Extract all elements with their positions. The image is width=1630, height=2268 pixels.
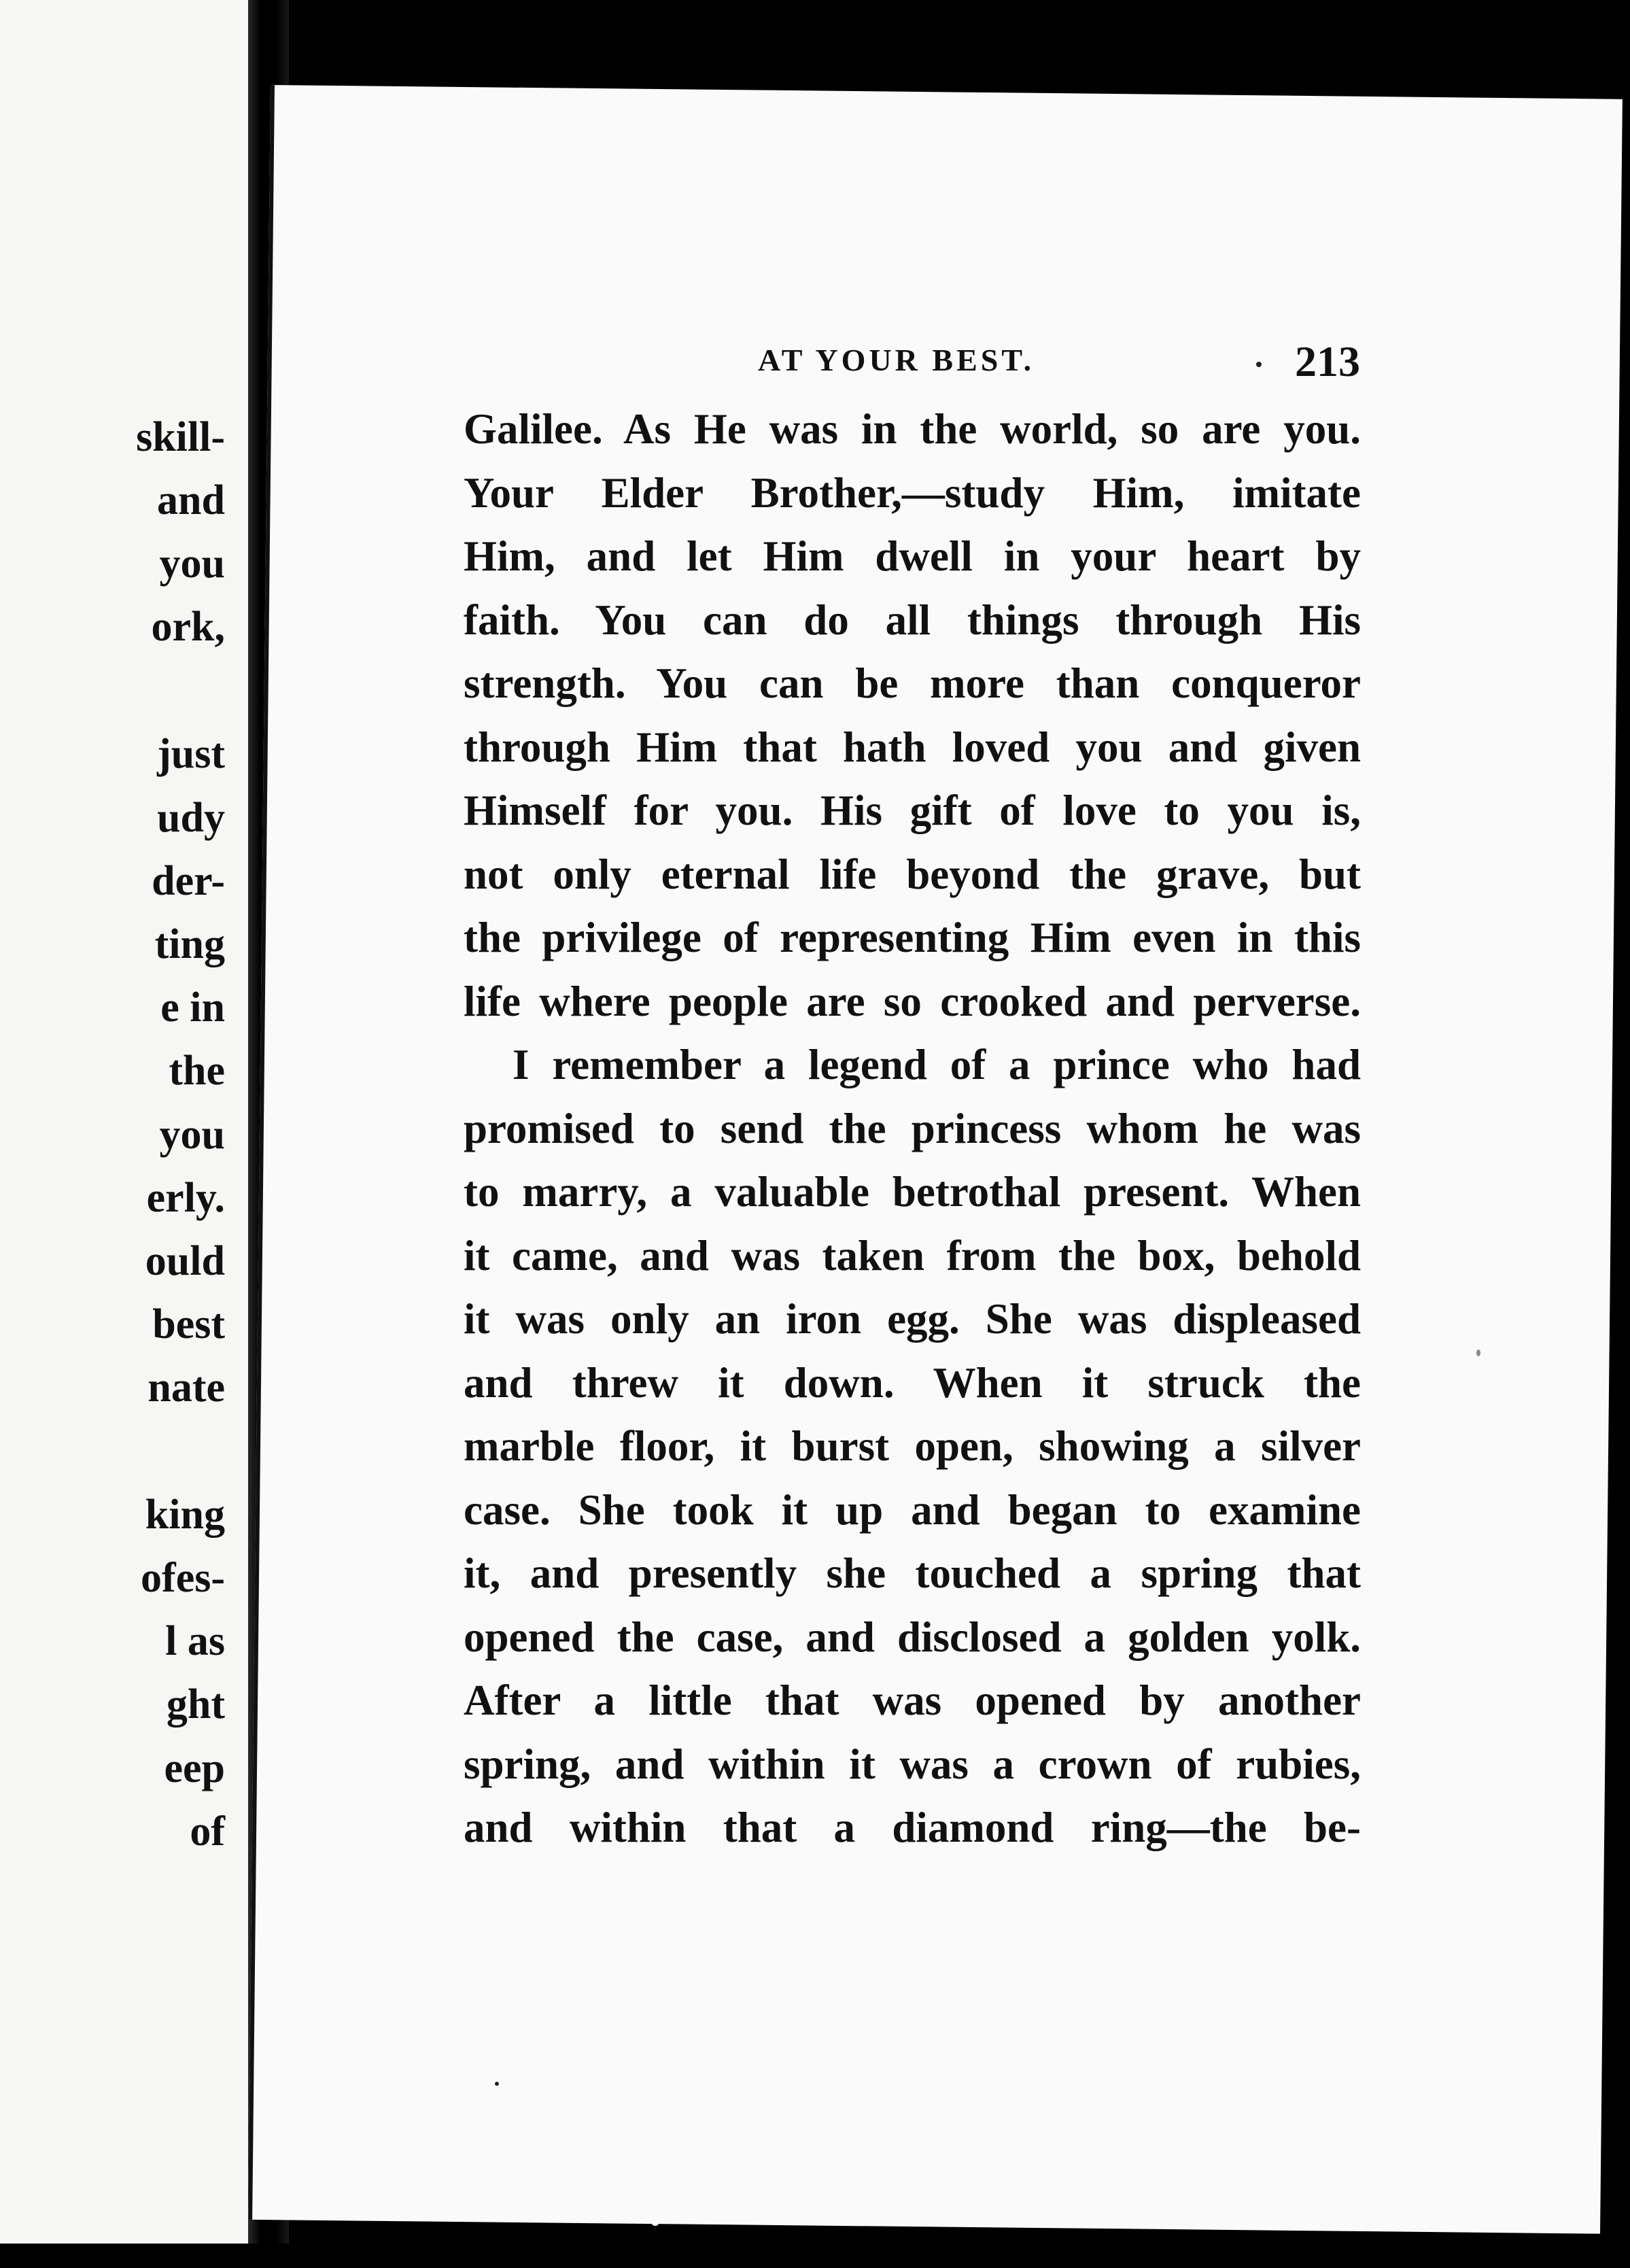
text-line: spring, and within it was a crown of rubies,	[464, 1740, 1361, 1788]
text-line: strength. You can be more than conqueror	[464, 659, 1361, 707]
left-page-fragment: ork,	[151, 604, 225, 650]
left-page-fragment: skill-	[136, 414, 225, 460]
text-line: it came, and was taken from the box, behold	[464, 1231, 1361, 1279]
text-line: faith. You can do all things through His	[464, 596, 1361, 644]
left-page-fragment: nate	[148, 1364, 225, 1411]
ink-speck	[1476, 1350, 1480, 1356]
left-page-fragment: of	[190, 1808, 225, 1855]
left-page-fragment: you	[159, 1112, 225, 1158]
text-line: case. She took it up and began to examine	[464, 1485, 1361, 1534]
text-line: opened the case, and disclosed a golden yolk.	[464, 1613, 1361, 1661]
text-line: life where people are so crooked and perverse.	[464, 977, 1361, 1025]
text-line: it, and presently she touched a spring that	[464, 1549, 1361, 1597]
left-page-fragment: ting	[154, 921, 225, 967]
left-page-fragment: ofes-	[141, 1555, 225, 1601]
text-line: promised to send the princess whom he was	[464, 1104, 1361, 1152]
text-line: and threw it down. When it struck the	[464, 1358, 1361, 1407]
ink-speck	[1256, 362, 1262, 367]
text-line: Himself for you. His gift of love to you is,	[464, 787, 1361, 834]
ink-speck	[651, 2218, 659, 2226]
running-head-title: AT YOUR BEST.	[758, 343, 1035, 377]
text-line: After a little that was opened by another	[464, 1677, 1361, 1724]
running-head	[0, 337, 1630, 391]
left-page-fragment: l as	[165, 1618, 225, 1664]
left-page-fragment: erly.	[146, 1175, 225, 1221]
left-page-fragment: king	[145, 1492, 225, 1538]
text-line: Galilee. As He was in the world, so are you.	[464, 405, 1361, 453]
text-line: Him, and let Him dwell in your heart by	[464, 532, 1361, 580]
text-line: the privilege of representing Him even in this	[464, 914, 1361, 961]
left-page-fragment: e in	[160, 984, 225, 1031]
body-text	[464, 398, 1361, 1860]
left-page-fragment: just	[157, 731, 225, 777]
text-line: it was only an iron egg. She was displeased	[464, 1295, 1361, 1343]
left-page-fragment: best	[152, 1301, 225, 1347]
left-page-fragment: udy	[157, 795, 225, 841]
left-page-fragment: you	[159, 540, 225, 587]
text-line: not only eternal life beyond the grave, but	[464, 850, 1361, 898]
left-page-fragment: and	[157, 477, 225, 523]
left-page-fragment: der-	[152, 858, 225, 904]
text-line: marble floor, it burst open, showing a silver	[464, 1422, 1361, 1470]
text-line: I remember a legend of a prince who had	[513, 1041, 1361, 1088]
ink-speck	[495, 2082, 499, 2086]
page-number: 213	[1295, 337, 1360, 385]
left-page-fragment: eep	[164, 1745, 225, 1791]
text-line: through Him that hath loved you and given	[464, 723, 1361, 771]
left-page-fragment: the	[169, 1048, 225, 1094]
left-page-fragment: ould	[145, 1238, 225, 1284]
left-page-fragment: ght	[166, 1681, 225, 1728]
text-line: Your Elder Brother,—study Him, imitate	[464, 468, 1361, 517]
text-line: to marry, a valuable betrothal present. When	[464, 1168, 1361, 1216]
text-line: and within that a diamond ring—the be-	[464, 1804, 1361, 1851]
